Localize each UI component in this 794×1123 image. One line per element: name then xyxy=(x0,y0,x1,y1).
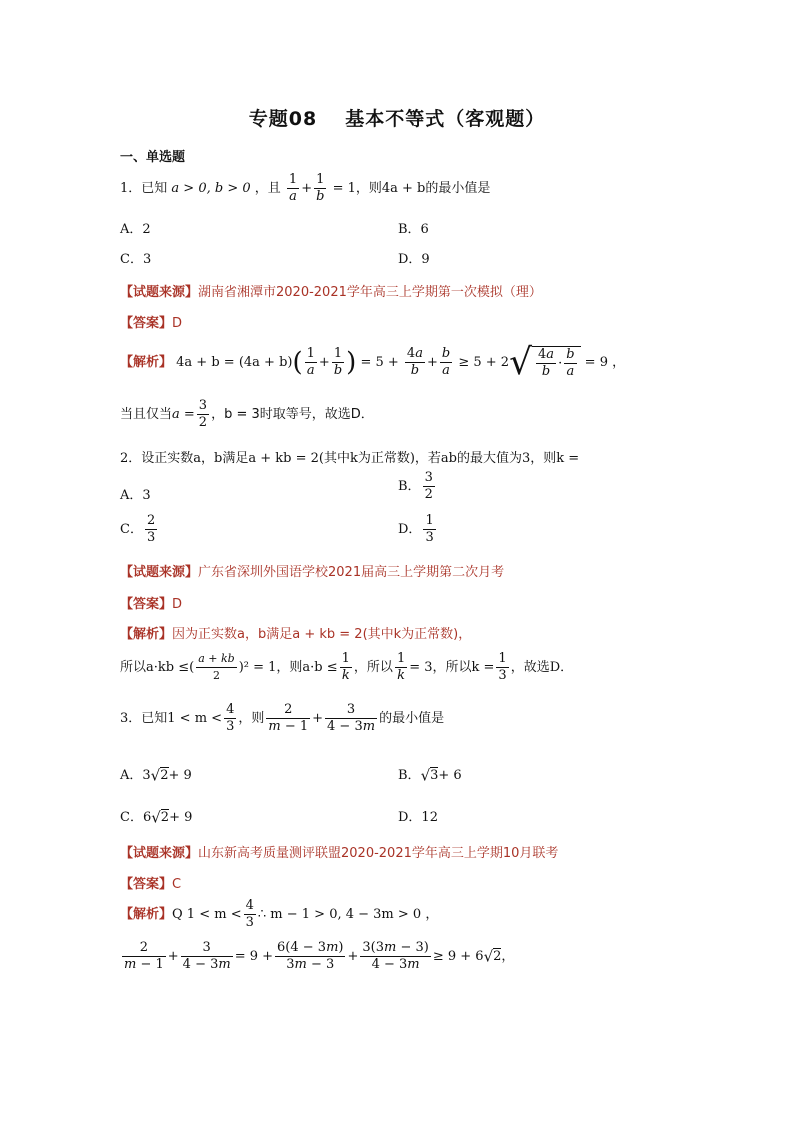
page-title: 专题08 基本不等式（客观题） xyxy=(248,108,546,130)
q1-option-a: A．2 xyxy=(120,222,151,237)
q2-analysis: 【解析】因为正实数a，b满足a + kb = 2(其中k为正常数)， xyxy=(120,627,472,642)
q1-option-b: B．6 xyxy=(398,222,429,237)
q2-source: 【试题来源】广东省深圳外国语学校2021届高三上学期第二次月考 xyxy=(120,565,505,580)
q3-stem: 3．已知1 < m < $\frac{4}{3}$ ，则 $\frac{2}{m - 1}$ + $\frac{3}{4 - 3m}$ 的最小值是 xyxy=(120,702,445,734)
q2-stem: 2．设正实数a，b满足a + kb = 2(其中k为正常数)，若ab的最大值为3，则k = xyxy=(120,451,580,466)
q1-option-c: C．3 xyxy=(120,252,152,267)
q3-analysis: 【解析】Q 1 < m < $\frac{4}{3}$ ∴ m − 1 > 0, 4 − 3m > 0 ， xyxy=(120,898,439,930)
q2-analysis-line2: 所以a·kb ≤( $\frac{a + kb}{2}$ )² = 1，则a·b ≤ $\frac{1}{k}$ ，所以 $\frac{1}{k}$ = 3，所以k = $\frac{1}{3}$ ，故选D． xyxy=(120,651,574,683)
q3-option-c: C．6√2+ 9 xyxy=(120,808,193,827)
q1-stem: 1．已知 a > 0, b > 0 ，且 $\frac{1}{a}$ + $\frac{1}{b}$ = 1，则4a + b的最小值是 xyxy=(120,172,491,204)
q2-option-a: A．3 xyxy=(120,488,151,503)
q3-analysis-line2: $\frac{2}{m - 1}$ + $\frac{3}{4 - 3m}$ = 9 + $\frac{6(4 - 3m)}{3m - 3}$ + $\frac{3(3m - 3)}{4 - 3m}$ ≥ 9 + 6√2， xyxy=(124,940,515,972)
q1-analysis: 【解析】 4a + b = (4a + b)( $\frac{1}{a}$ + $\frac{1}{b}$ ) = 5 + $\frac{4a}{b}$ + $\frac{b}{a}$ ≥ 5 + 2√ $\frac{4a}{b}$ · $\frac{b}{a}$ = 9 ， xyxy=(120,342,626,383)
q3-source: 【试题来源】山东新高考质量测评联盟2020-2021学年高三上学期10月联考 xyxy=(120,846,559,861)
q3-option-d: D．12 xyxy=(398,810,438,825)
q2-option-d: D． $\frac{1}{3}$ xyxy=(398,513,434,545)
section-heading: 一、单选题 xyxy=(120,150,186,165)
q2-answer: 【答案】D xyxy=(120,597,183,612)
q2-option-b: B． $\frac{3}{2}$ xyxy=(398,470,433,502)
q2-option-c: C． $\frac{2}{3}$ xyxy=(120,513,156,545)
q1-option-d: D．9 xyxy=(398,252,430,267)
q1-analysis-line2: 当且仅当a = $\frac{3}{2}$ ，b = 3时取等号，故选D． xyxy=(120,398,374,430)
q1-source: 【试题来源】湖南省湘潭市2020-2021学年高三上学期第一次模拟（理） xyxy=(120,285,542,300)
q1-answer: 【答案】D xyxy=(120,316,183,331)
q3-option-a: A．3√2+ 9 xyxy=(120,766,192,785)
q3-answer: 【答案】C xyxy=(120,877,182,892)
q3-option-b: B．√3+ 6 xyxy=(398,766,462,785)
